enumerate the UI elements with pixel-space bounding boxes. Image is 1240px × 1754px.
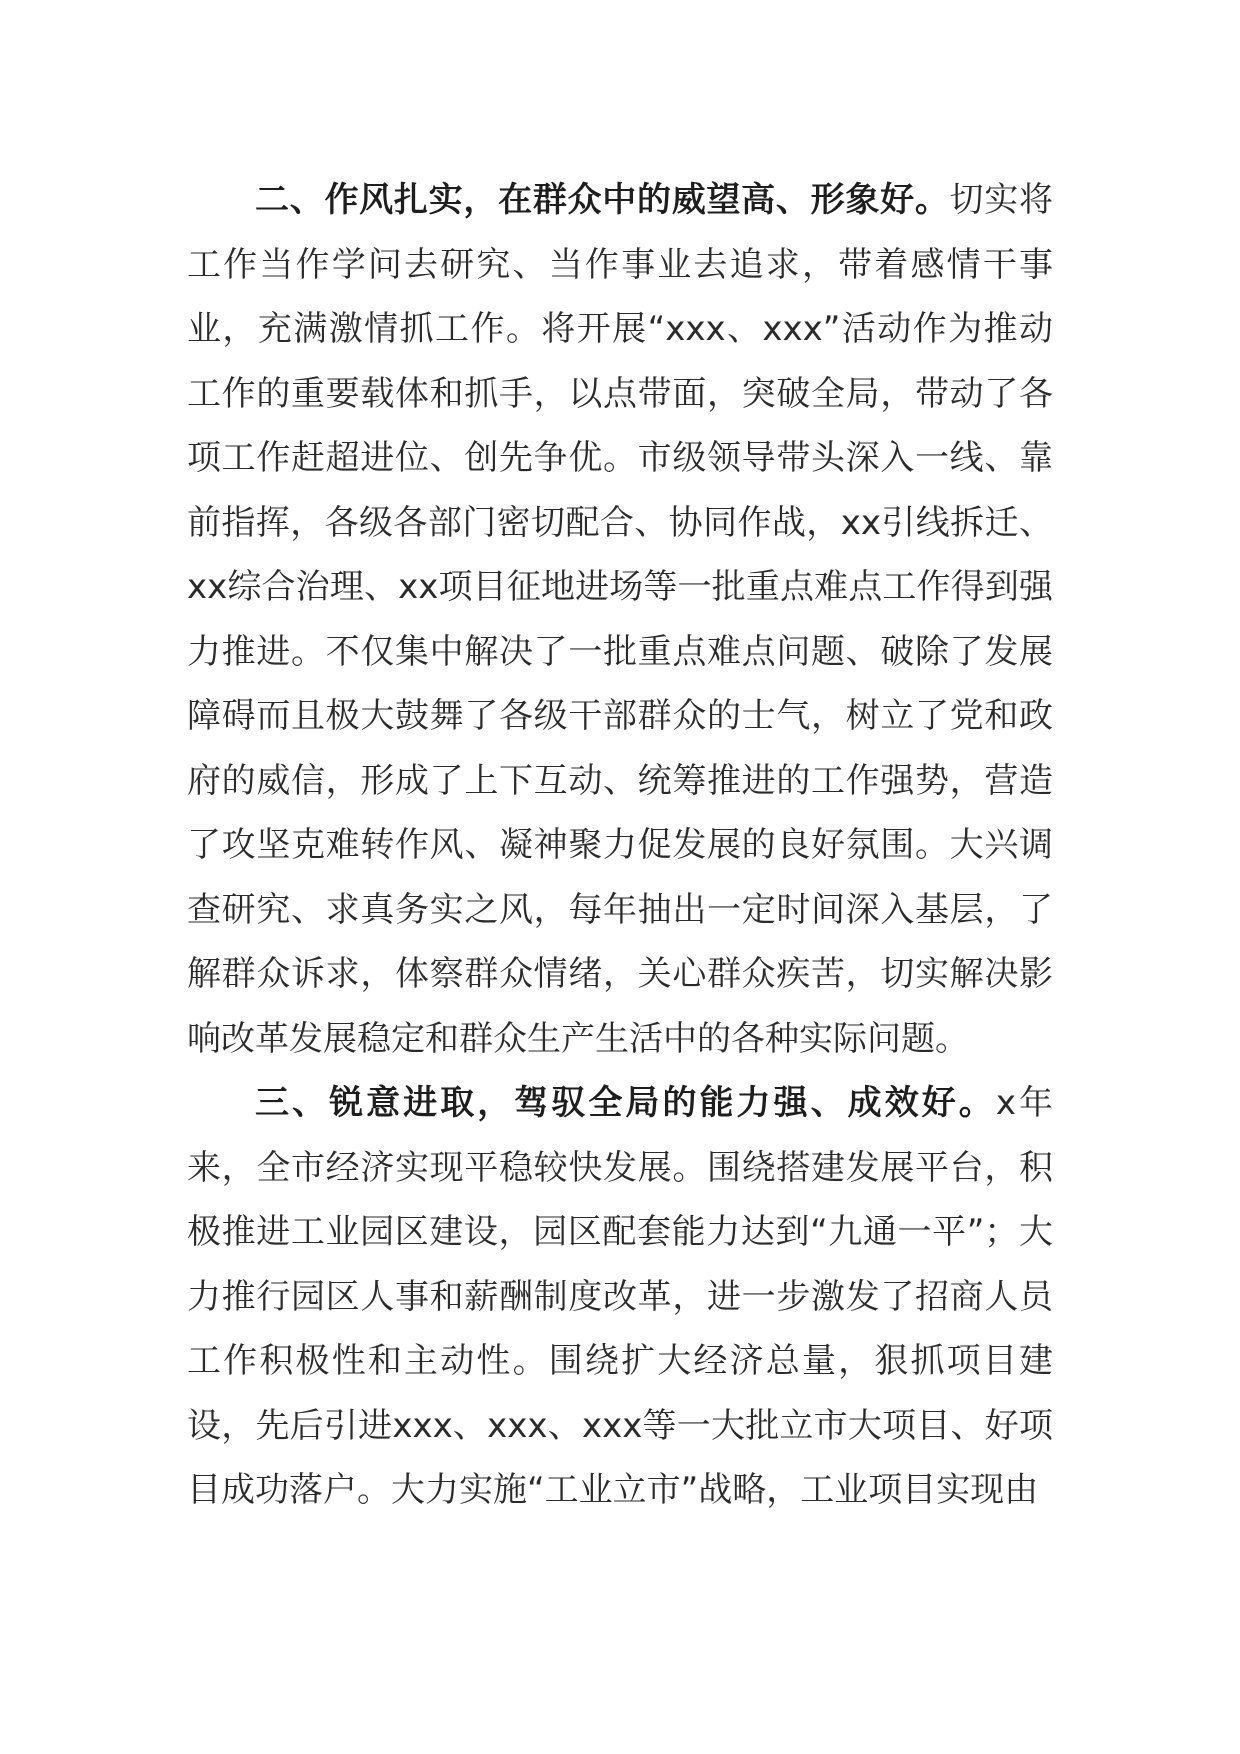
paragraph-heading: 三、锐意进取，驾驭全局的能力强、成效好。 — [255, 1083, 996, 1123]
paragraph-body: x年来，全市经济实现平稳较快发展。围绕搭建发展平台，积极推进工业园区建设，园区配套能力达到“九通一平”；大力推行园区人事和薪酬制度改革，进一步激发了招商人员工作积极性和主动性。围绕扩大经济总量，狠抓项目建设，先后引进xxx、xxx、xxx等一大批立市大项目、好项目成功落户。大力实施“工业立市”战略，工业项目实现由 — [187, 1083, 1054, 1510]
paragraph-heading: 二、作风扎实，在群众中的威望高、形象好。 — [255, 180, 950, 220]
document-body — [187, 168, 1053, 1523]
paragraph-body: 切实将工作当作学问去研究、当作事业去追求，带着感情干事业，充满激情抓工作。将开展“xxx、xxx”活动作为推动工作的重要载体和抓手，以点带面，突破全局，带动了各项工作赶超进位、创先争优。市级领导带头深入一线、靠前指挥，各级各部门密切配合、协同作战，xx引线拆迁、xx综合治理、xx项目征地进场等一批重点难点工作得到强力推进。不仅集中解决了一批重点难点问题、破除了发展障碍而且极大鼓舞了各级干部群众的士气，树立了党和政府的威信，形成了上下互动、统筹推进的工作强势，营造了攻坚克难转作风、凝神聚力促发展的良好氛围。大兴调查研究、求真务实之风，每年抽出一定时间深入基层，了解群众诉求，体察群众情绪，关心群众疾苦，切实解决影响改革发展稳定和群众生产生活中的各种实际问题。 — [187, 180, 1054, 1059]
paragraph-enterprising — [187, 1071, 1053, 1523]
paragraph-work-style — [187, 168, 1053, 1071]
